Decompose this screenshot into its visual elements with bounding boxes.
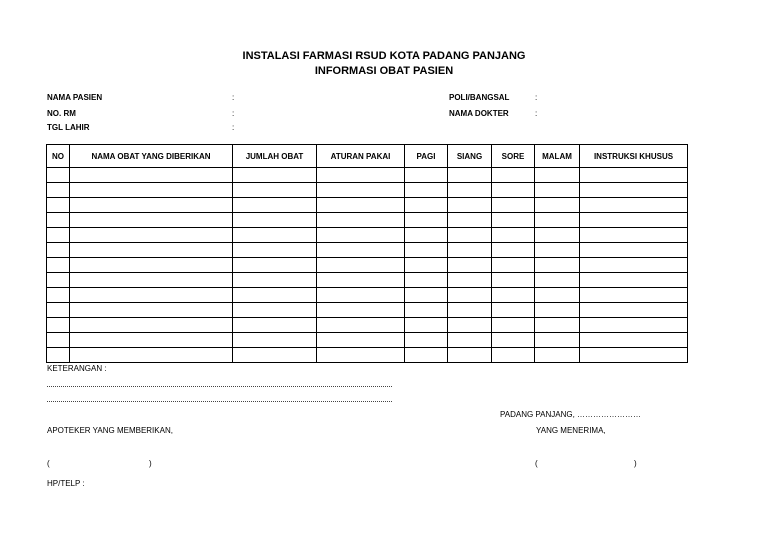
hp-telp-label: HP/TELP :: [47, 479, 85, 488]
table-cell[interactable]: [47, 318, 70, 333]
table-cell[interactable]: [233, 333, 317, 348]
table-cell[interactable]: [580, 228, 688, 243]
table-cell[interactable]: [492, 318, 535, 333]
table-cell[interactable]: [70, 228, 233, 243]
table-cell[interactable]: [47, 198, 70, 213]
table-cell[interactable]: [47, 213, 70, 228]
table-cell[interactable]: [317, 198, 405, 213]
table-cell[interactable]: [405, 213, 448, 228]
col-header-jumlah-obat: JUMLAH OBAT: [233, 145, 317, 168]
table-cell[interactable]: [492, 198, 535, 213]
table-cell[interactable]: [233, 183, 317, 198]
table-cell[interactable]: [317, 288, 405, 303]
table-cell[interactable]: [70, 303, 233, 318]
table-cell[interactable]: [47, 273, 70, 288]
table-cell[interactable]: [492, 348, 535, 363]
table-cell[interactable]: [405, 348, 448, 363]
table-cell[interactable]: [492, 303, 535, 318]
table-cell[interactable]: [405, 183, 448, 198]
table-cell[interactable]: [47, 228, 70, 243]
table-cell[interactable]: [70, 333, 233, 348]
table-cell[interactable]: [580, 243, 688, 258]
table-cell[interactable]: [317, 273, 405, 288]
penerima-signature-close: ): [634, 459, 637, 468]
col-header-sore: SORE: [492, 145, 535, 168]
form-title: INSTALASI FARMASI RSUD KOTA PADANG PANJANG: [242, 50, 526, 62]
table-cell[interactable]: [448, 348, 492, 363]
apoteker-label: APOTEKER YANG MEMBERIKAN,: [47, 426, 173, 435]
col-header-siang: SIANG: [448, 145, 492, 168]
table-cell[interactable]: [448, 183, 492, 198]
table-cell[interactable]: [580, 303, 688, 318]
table-cell[interactable]: [70, 288, 233, 303]
table-cell[interactable]: [317, 213, 405, 228]
table-cell[interactable]: [448, 273, 492, 288]
table-cell[interactable]: [492, 243, 535, 258]
table-cell[interactable]: [70, 273, 233, 288]
table-cell[interactable]: [317, 228, 405, 243]
table-cell[interactable]: [317, 318, 405, 333]
apoteker-signature-open: (: [47, 459, 50, 468]
table-cell[interactable]: [580, 348, 688, 363]
table-cell[interactable]: [317, 258, 405, 273]
table-cell[interactable]: [47, 243, 70, 258]
table-cell[interactable]: [580, 333, 688, 348]
table-cell[interactable]: [317, 243, 405, 258]
poli-bangsal-colon: :: [535, 93, 538, 102]
tgl-lahir-colon: :: [232, 123, 235, 132]
tgl-lahir-label: TGL LAHIR: [47, 123, 90, 132]
medication-table: [46, 144, 688, 363]
no-rm-label: NO. RM: [47, 109, 76, 118]
table-cell[interactable]: [70, 258, 233, 273]
table-cell[interactable]: [492, 273, 535, 288]
table-cell[interactable]: [535, 288, 580, 303]
table-cell[interactable]: [448, 213, 492, 228]
col-header-aturan-pakai: ATURAN PAKAI: [317, 145, 405, 168]
table-cell[interactable]: [535, 273, 580, 288]
penerima-label: YANG MENERIMA,: [536, 426, 606, 435]
table-cell[interactable]: [47, 333, 70, 348]
table-row: [47, 243, 688, 258]
table-row: [47, 213, 688, 228]
table-cell[interactable]: [317, 168, 405, 183]
col-header-pagi: PAGI: [405, 145, 448, 168]
table-cell[interactable]: [535, 243, 580, 258]
table-row: [47, 168, 688, 183]
table-cell[interactable]: [405, 288, 448, 303]
poli-bangsal-label: POLI/BANGSAL: [449, 93, 510, 102]
table-row: [47, 198, 688, 213]
table-cell[interactable]: [535, 198, 580, 213]
table-cell[interactable]: [70, 168, 233, 183]
table-row: [47, 348, 688, 363]
table-cell[interactable]: [47, 183, 70, 198]
table-row: [47, 183, 688, 198]
table-cell[interactable]: [492, 228, 535, 243]
table-cell[interactable]: [448, 303, 492, 318]
table-cell[interactable]: [233, 318, 317, 333]
table-cell[interactable]: [47, 168, 70, 183]
table-cell[interactable]: [47, 258, 70, 273]
nama-dokter-colon: :: [535, 109, 538, 118]
table-cell[interactable]: [47, 348, 70, 363]
table-cell[interactable]: [535, 348, 580, 363]
col-header-nama-obat: NAMA OBAT YANG DIBERIKAN: [70, 145, 233, 168]
table-cell[interactable]: [233, 258, 317, 273]
table-cell[interactable]: [448, 288, 492, 303]
table-cell[interactable]: [535, 213, 580, 228]
table-cell[interactable]: [535, 258, 580, 273]
table-row: [47, 303, 688, 318]
nama-dokter-label: NAMA DOKTER: [449, 109, 509, 118]
table-cell[interactable]: [317, 348, 405, 363]
table-cell[interactable]: [448, 258, 492, 273]
keterangan-line-1[interactable]: [47, 386, 392, 387]
table-row: [47, 288, 688, 303]
table-cell[interactable]: [70, 348, 233, 363]
table-cell[interactable]: [580, 198, 688, 213]
col-header-instruksi-khusus: INSTRUKSI KHUSUS: [580, 145, 688, 168]
table-cell[interactable]: [405, 333, 448, 348]
keterangan-line-2[interactable]: [47, 401, 392, 402]
penerima-signature-open: (: [535, 459, 538, 468]
table-cell[interactable]: [448, 228, 492, 243]
table-cell[interactable]: [233, 288, 317, 303]
table-cell[interactable]: [405, 258, 448, 273]
table-cell[interactable]: [492, 333, 535, 348]
table-cell[interactable]: [535, 183, 580, 198]
table-cell[interactable]: [405, 228, 448, 243]
table-cell[interactable]: [317, 183, 405, 198]
nama-pasien-label: NAMA PASIEN: [47, 93, 103, 102]
table-cell[interactable]: [580, 273, 688, 288]
table-cell[interactable]: [492, 168, 535, 183]
table-row: [47, 273, 688, 288]
keterangan-label: KETERANGAN :: [47, 364, 107, 373]
table-cell[interactable]: [233, 198, 317, 213]
table-cell[interactable]: [233, 303, 317, 318]
table-cell[interactable]: [70, 243, 233, 258]
table-row: [47, 228, 688, 243]
no-rm-colon: :: [232, 109, 235, 118]
table-cell[interactable]: [405, 303, 448, 318]
table-cell[interactable]: [580, 168, 688, 183]
table-cell[interactable]: [47, 288, 70, 303]
table-row: [47, 333, 688, 348]
table-cell[interactable]: [233, 243, 317, 258]
table-cell[interactable]: [70, 183, 233, 198]
table-cell[interactable]: [233, 228, 317, 243]
table-cell[interactable]: [492, 213, 535, 228]
table-cell[interactable]: [535, 318, 580, 333]
table-cell[interactable]: [580, 288, 688, 303]
table-cell[interactable]: [580, 183, 688, 198]
table-cell[interactable]: [233, 213, 317, 228]
table-cell[interactable]: [580, 213, 688, 228]
table-cell[interactable]: [405, 168, 448, 183]
table-cell[interactable]: [535, 303, 580, 318]
table-cell[interactable]: [492, 183, 535, 198]
table-cell[interactable]: [233, 348, 317, 363]
table-cell[interactable]: [70, 318, 233, 333]
table-cell[interactable]: [317, 303, 405, 318]
table-cell[interactable]: [405, 273, 448, 288]
table-row: [47, 258, 688, 273]
col-header-no: NO: [47, 145, 70, 168]
table-cell[interactable]: [70, 198, 233, 213]
table-cell[interactable]: [448, 198, 492, 213]
table-cell[interactable]: [233, 168, 317, 183]
table-cell[interactable]: [535, 333, 580, 348]
apoteker-signature-close: ): [149, 459, 152, 468]
place-date: PADANG PANJANG, ……………………: [500, 410, 642, 419]
table-cell[interactable]: [405, 318, 448, 333]
table-cell[interactable]: [492, 258, 535, 273]
table-cell[interactable]: [448, 243, 492, 258]
table-body: [47, 168, 688, 363]
table-cell[interactable]: [70, 213, 233, 228]
table-cell[interactable]: [47, 303, 70, 318]
table-cell[interactable]: [405, 243, 448, 258]
table-cell[interactable]: [580, 258, 688, 273]
table-cell[interactable]: [317, 333, 405, 348]
table-cell[interactable]: [405, 198, 448, 213]
table-cell[interactable]: [233, 273, 317, 288]
col-header-malam: MALAM: [535, 145, 580, 168]
table-cell[interactable]: [492, 288, 535, 303]
form-subtitle: INFORMASI OBAT PASIEN: [314, 65, 454, 77]
table-row: [47, 318, 688, 333]
table-cell[interactable]: [448, 333, 492, 348]
table-cell[interactable]: [448, 168, 492, 183]
table-cell[interactable]: [580, 318, 688, 333]
table-header-row: [47, 145, 688, 168]
table-cell[interactable]: [535, 168, 580, 183]
table-cell[interactable]: [535, 228, 580, 243]
nama-pasien-colon: :: [232, 93, 235, 102]
table-cell[interactable]: [448, 318, 492, 333]
